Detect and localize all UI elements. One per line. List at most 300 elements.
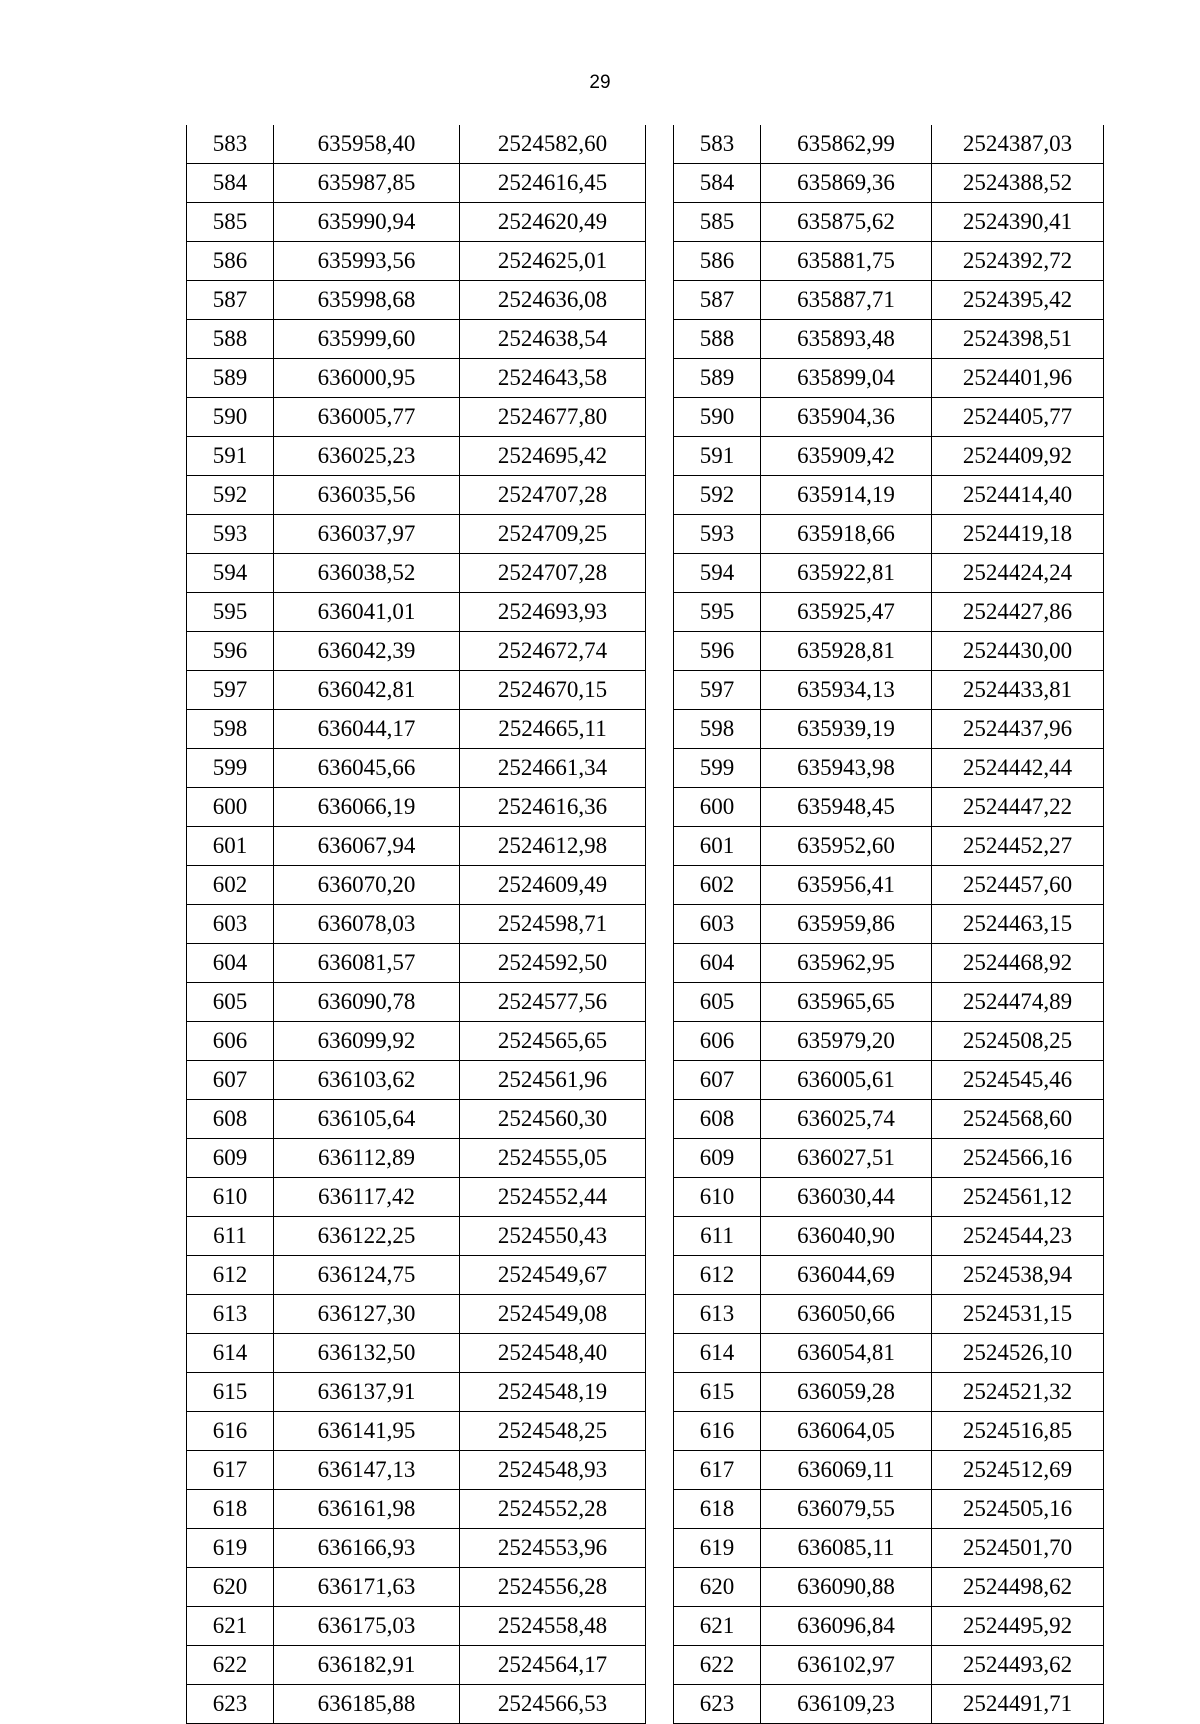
- x-coordinate-cell: 635999,60: [274, 320, 460, 359]
- table-row: [187, 1061, 646, 1100]
- point-number-cell: 587: [187, 281, 274, 320]
- y-coordinate-cell: 2524405,77: [932, 398, 1104, 437]
- y-coordinate-cell: 2524556,28: [460, 1568, 646, 1607]
- x-coordinate-cell: 636132,50: [274, 1334, 460, 1373]
- y-coordinate-cell: 2524447,22: [932, 788, 1104, 827]
- point-number-cell: 616: [187, 1412, 274, 1451]
- x-coordinate-cell: 636027,51: [761, 1139, 932, 1178]
- table-row: [187, 1646, 646, 1685]
- table-row: [674, 281, 1104, 320]
- x-coordinate-cell: 636124,75: [274, 1256, 460, 1295]
- point-number-cell: 598: [674, 710, 761, 749]
- x-coordinate-cell: 635962,95: [761, 944, 932, 983]
- table-row: [187, 788, 646, 827]
- y-coordinate-cell: 2524424,24: [932, 554, 1104, 593]
- y-coordinate-cell: 2524565,65: [460, 1022, 646, 1061]
- table-row: [674, 827, 1104, 866]
- table-row: [187, 1412, 646, 1451]
- point-number-cell: 619: [674, 1529, 761, 1568]
- x-coordinate-cell: 636141,95: [274, 1412, 460, 1451]
- x-coordinate-cell: 636005,77: [274, 398, 460, 437]
- point-number-cell: 601: [674, 827, 761, 866]
- y-coordinate-cell: 2524661,34: [460, 749, 646, 788]
- table-row: [674, 632, 1104, 671]
- table-row: [674, 242, 1104, 281]
- x-coordinate-cell: 636105,64: [274, 1100, 460, 1139]
- table-row: [187, 1256, 646, 1295]
- x-coordinate-cell: 635881,75: [761, 242, 932, 281]
- x-coordinate-cell: 636127,30: [274, 1295, 460, 1334]
- y-coordinate-cell: 2524558,48: [460, 1607, 646, 1646]
- point-number-cell: 602: [674, 866, 761, 905]
- table-row: [187, 1451, 646, 1490]
- y-coordinate-cell: 2524414,40: [932, 476, 1104, 515]
- y-coordinate-cell: 2524521,32: [932, 1373, 1104, 1412]
- table-row: [187, 320, 646, 359]
- table-row: [187, 242, 646, 281]
- point-number-cell: 621: [674, 1607, 761, 1646]
- y-coordinate-cell: 2524695,42: [460, 437, 646, 476]
- table-row: [674, 1451, 1104, 1490]
- y-coordinate-cell: 2524395,42: [932, 281, 1104, 320]
- table-row: [187, 710, 646, 749]
- point-number-cell: 607: [187, 1061, 274, 1100]
- point-number-cell: 599: [187, 749, 274, 788]
- point-number-cell: 610: [187, 1178, 274, 1217]
- y-coordinate-cell: 2524638,54: [460, 320, 646, 359]
- y-coordinate-cell: 2524505,16: [932, 1490, 1104, 1529]
- point-number-cell: 585: [674, 203, 761, 242]
- x-coordinate-cell: 636085,11: [761, 1529, 932, 1568]
- y-coordinate-cell: 2524566,53: [460, 1685, 646, 1724]
- x-coordinate-cell: 635918,66: [761, 515, 932, 554]
- y-coordinate-cell: 2524457,60: [932, 866, 1104, 905]
- y-coordinate-cell: 2524693,93: [460, 593, 646, 632]
- y-coordinate-cell: 2524707,28: [460, 554, 646, 593]
- table-row: [674, 1646, 1104, 1685]
- x-coordinate-cell: 635943,98: [761, 749, 932, 788]
- x-coordinate-cell: 635993,56: [274, 242, 460, 281]
- point-number-cell: 609: [674, 1139, 761, 1178]
- point-number-cell: 612: [187, 1256, 274, 1295]
- x-coordinate-cell: 636122,25: [274, 1217, 460, 1256]
- y-coordinate-cell: 2524463,15: [932, 905, 1104, 944]
- y-coordinate-cell: 2524561,12: [932, 1178, 1104, 1217]
- point-number-cell: 602: [187, 866, 274, 905]
- x-coordinate-cell: 635904,36: [761, 398, 932, 437]
- table-row: [674, 1685, 1104, 1724]
- y-coordinate-cell: 2524548,25: [460, 1412, 646, 1451]
- table-row: [674, 749, 1104, 788]
- table-row: [674, 1139, 1104, 1178]
- table-row: [674, 1100, 1104, 1139]
- point-number-cell: 599: [674, 749, 761, 788]
- point-number-cell: 618: [674, 1490, 761, 1529]
- table-row: [674, 1022, 1104, 1061]
- y-coordinate-cell: 2524636,08: [460, 281, 646, 320]
- y-coordinate-cell: 2524550,43: [460, 1217, 646, 1256]
- x-coordinate-cell: 635959,86: [761, 905, 932, 944]
- table-row: [187, 476, 646, 515]
- table-row: [674, 1334, 1104, 1373]
- x-coordinate-cell: 636025,74: [761, 1100, 932, 1139]
- table-row: [187, 1334, 646, 1373]
- point-number-cell: 594: [187, 554, 274, 593]
- table-row: [187, 1139, 646, 1178]
- x-coordinate-cell: 635958,40: [274, 125, 460, 164]
- table-row: [187, 866, 646, 905]
- x-coordinate-cell: 636050,66: [761, 1295, 932, 1334]
- y-coordinate-cell: 2524665,11: [460, 710, 646, 749]
- y-coordinate-cell: 2524582,60: [460, 125, 646, 164]
- point-number-cell: 603: [187, 905, 274, 944]
- table-row: [187, 203, 646, 242]
- y-coordinate-cell: 2524531,15: [932, 1295, 1104, 1334]
- y-coordinate-cell: 2524549,08: [460, 1295, 646, 1334]
- y-coordinate-cell: 2524612,98: [460, 827, 646, 866]
- table-row: [674, 905, 1104, 944]
- x-coordinate-cell: 636117,42: [274, 1178, 460, 1217]
- x-coordinate-cell: 636081,57: [274, 944, 460, 983]
- x-coordinate-cell: 636030,44: [761, 1178, 932, 1217]
- table-row: [674, 866, 1104, 905]
- point-number-cell: 609: [187, 1139, 274, 1178]
- table-row: [187, 554, 646, 593]
- x-coordinate-cell: 636102,97: [761, 1646, 932, 1685]
- table-row: [674, 1568, 1104, 1607]
- y-coordinate-cell: 2524419,18: [932, 515, 1104, 554]
- table-row: [187, 1217, 646, 1256]
- y-coordinate-cell: 2524390,41: [932, 203, 1104, 242]
- y-coordinate-cell: 2524643,58: [460, 359, 646, 398]
- y-coordinate-cell: 2524707,28: [460, 476, 646, 515]
- x-coordinate-cell: 635998,68: [274, 281, 460, 320]
- x-coordinate-cell: 636096,84: [761, 1607, 932, 1646]
- point-number-cell: 583: [187, 125, 274, 164]
- point-number-cell: 614: [187, 1334, 274, 1373]
- table-row: [187, 1373, 646, 1412]
- point-number-cell: 590: [187, 398, 274, 437]
- y-coordinate-cell: 2524544,23: [932, 1217, 1104, 1256]
- x-coordinate-cell: 635862,99: [761, 125, 932, 164]
- y-coordinate-cell: 2524592,50: [460, 944, 646, 983]
- point-number-cell: 600: [187, 788, 274, 827]
- table-row: [674, 1607, 1104, 1646]
- x-coordinate-cell: 636038,52: [274, 554, 460, 593]
- x-coordinate-cell: 636042,81: [274, 671, 460, 710]
- table-row: [674, 164, 1104, 203]
- x-coordinate-cell: 635965,65: [761, 983, 932, 1022]
- point-number-cell: 597: [187, 671, 274, 710]
- x-coordinate-cell: 636090,88: [761, 1568, 932, 1607]
- x-coordinate-cell: 636025,23: [274, 437, 460, 476]
- table-row: [674, 671, 1104, 710]
- point-number-cell: 589: [674, 359, 761, 398]
- point-number-cell: 583: [674, 125, 761, 164]
- table-row: [674, 1295, 1104, 1334]
- point-number-cell: 591: [674, 437, 761, 476]
- x-coordinate-cell: 636040,90: [761, 1217, 932, 1256]
- x-coordinate-cell: 636069,11: [761, 1451, 932, 1490]
- point-number-cell: 584: [674, 164, 761, 203]
- x-coordinate-cell: 636067,94: [274, 827, 460, 866]
- table-row: [187, 671, 646, 710]
- table-row: [674, 320, 1104, 359]
- x-coordinate-cell: 636182,91: [274, 1646, 460, 1685]
- point-number-cell: 608: [187, 1100, 274, 1139]
- y-coordinate-cell: 2524401,96: [932, 359, 1104, 398]
- point-number-cell: 594: [674, 554, 761, 593]
- point-number-cell: 597: [674, 671, 761, 710]
- point-number-cell: 592: [187, 476, 274, 515]
- y-coordinate-cell: 2524616,45: [460, 164, 646, 203]
- x-coordinate-cell: 636000,95: [274, 359, 460, 398]
- point-number-cell: 591: [187, 437, 274, 476]
- x-coordinate-cell: 635979,20: [761, 1022, 932, 1061]
- x-coordinate-cell: 635956,41: [761, 866, 932, 905]
- y-coordinate-cell: 2524552,44: [460, 1178, 646, 1217]
- point-number-cell: 593: [187, 515, 274, 554]
- x-coordinate-cell: 636041,01: [274, 593, 460, 632]
- table-row: [187, 632, 646, 671]
- y-coordinate-cell: 2524568,60: [932, 1100, 1104, 1139]
- table-row: [674, 554, 1104, 593]
- point-number-cell: 623: [187, 1685, 274, 1724]
- x-coordinate-cell: 636064,05: [761, 1412, 932, 1451]
- y-coordinate-cell: 2524516,85: [932, 1412, 1104, 1451]
- point-number-cell: 595: [187, 593, 274, 632]
- table-row: [187, 944, 646, 983]
- y-coordinate-cell: 2524620,49: [460, 203, 646, 242]
- table-row: [674, 710, 1104, 749]
- table-row: [674, 203, 1104, 242]
- table-row: [674, 515, 1104, 554]
- point-number-cell: 606: [674, 1022, 761, 1061]
- x-coordinate-cell: 635990,94: [274, 203, 460, 242]
- y-coordinate-cell: 2524566,16: [932, 1139, 1104, 1178]
- table-row: [187, 1529, 646, 1568]
- point-number-cell: 584: [187, 164, 274, 203]
- x-coordinate-cell: 636166,93: [274, 1529, 460, 1568]
- x-coordinate-cell: 636109,23: [761, 1685, 932, 1724]
- point-number-cell: 588: [674, 320, 761, 359]
- table-row: [187, 1568, 646, 1607]
- y-coordinate-cell: 2524553,96: [460, 1529, 646, 1568]
- y-coordinate-cell: 2524552,28: [460, 1490, 646, 1529]
- y-coordinate-cell: 2524561,96: [460, 1061, 646, 1100]
- point-number-cell: 620: [187, 1568, 274, 1607]
- table-row: [187, 827, 646, 866]
- point-number-cell: 587: [674, 281, 761, 320]
- point-number-cell: 622: [187, 1646, 274, 1685]
- y-coordinate-cell: 2524548,19: [460, 1373, 646, 1412]
- table-row: [674, 983, 1104, 1022]
- point-number-cell: 622: [674, 1646, 761, 1685]
- y-coordinate-cell: 2524672,74: [460, 632, 646, 671]
- table-row: [187, 1685, 646, 1724]
- point-number-cell: 618: [187, 1490, 274, 1529]
- x-coordinate-cell: 635939,19: [761, 710, 932, 749]
- y-coordinate-cell: 2524616,36: [460, 788, 646, 827]
- point-number-cell: 586: [674, 242, 761, 281]
- coordinates-table-right: [673, 125, 1104, 1724]
- y-coordinate-cell: 2524501,70: [932, 1529, 1104, 1568]
- y-coordinate-cell: 2524549,67: [460, 1256, 646, 1295]
- table-row: [674, 437, 1104, 476]
- point-number-cell: 610: [674, 1178, 761, 1217]
- table-row: [674, 1412, 1104, 1451]
- table-row: [187, 1490, 646, 1529]
- y-coordinate-cell: 2524433,81: [932, 671, 1104, 710]
- table-row: [187, 515, 646, 554]
- table-row: [187, 983, 646, 1022]
- point-number-cell: 619: [187, 1529, 274, 1568]
- page-number: 29: [589, 72, 611, 93]
- x-coordinate-cell: 636070,20: [274, 866, 460, 905]
- table-row: [187, 905, 646, 944]
- y-coordinate-cell: 2524548,93: [460, 1451, 646, 1490]
- point-number-cell: 589: [187, 359, 274, 398]
- x-coordinate-cell: 635899,04: [761, 359, 932, 398]
- table-row: [674, 1178, 1104, 1217]
- coordinates-table-left: [186, 125, 646, 1724]
- point-number-cell: 596: [187, 632, 274, 671]
- x-coordinate-cell: 635948,45: [761, 788, 932, 827]
- y-coordinate-cell: 2524609,49: [460, 866, 646, 905]
- point-number-cell: 623: [674, 1685, 761, 1724]
- point-number-cell: 593: [674, 515, 761, 554]
- table-row: [187, 359, 646, 398]
- x-coordinate-cell: 636175,03: [274, 1607, 460, 1646]
- point-number-cell: 608: [674, 1100, 761, 1139]
- y-coordinate-cell: 2524387,03: [932, 125, 1104, 164]
- x-coordinate-cell: 635869,36: [761, 164, 932, 203]
- x-coordinate-cell: 636171,63: [274, 1568, 460, 1607]
- y-coordinate-cell: 2524560,30: [460, 1100, 646, 1139]
- point-number-cell: 614: [674, 1334, 761, 1373]
- y-coordinate-cell: 2524468,92: [932, 944, 1104, 983]
- x-coordinate-cell: 636185,88: [274, 1685, 460, 1724]
- point-number-cell: 605: [187, 983, 274, 1022]
- y-coordinate-cell: 2524474,89: [932, 983, 1104, 1022]
- point-number-cell: 606: [187, 1022, 274, 1061]
- y-coordinate-cell: 2524555,05: [460, 1139, 646, 1178]
- table-row: [674, 125, 1104, 164]
- y-coordinate-cell: 2524493,62: [932, 1646, 1104, 1685]
- point-number-cell: 616: [674, 1412, 761, 1451]
- table-row: [674, 1373, 1104, 1412]
- x-coordinate-cell: 635928,81: [761, 632, 932, 671]
- y-coordinate-cell: 2524498,62: [932, 1568, 1104, 1607]
- x-coordinate-cell: 636161,98: [274, 1490, 460, 1529]
- x-coordinate-cell: 635922,81: [761, 554, 932, 593]
- point-number-cell: 592: [674, 476, 761, 515]
- y-coordinate-cell: 2524598,71: [460, 905, 646, 944]
- y-coordinate-cell: 2524625,01: [460, 242, 646, 281]
- x-coordinate-cell: 636078,03: [274, 905, 460, 944]
- table-row: [187, 1607, 646, 1646]
- x-coordinate-cell: 635952,60: [761, 827, 932, 866]
- x-coordinate-cell: 636079,55: [761, 1490, 932, 1529]
- y-coordinate-cell: 2524437,96: [932, 710, 1104, 749]
- y-coordinate-cell: 2524491,71: [932, 1685, 1104, 1724]
- y-coordinate-cell: 2524545,46: [932, 1061, 1104, 1100]
- x-coordinate-cell: 636066,19: [274, 788, 460, 827]
- table-row: [674, 1490, 1104, 1529]
- table-row: [187, 437, 646, 476]
- table-row: [187, 593, 646, 632]
- y-coordinate-cell: 2524670,15: [460, 671, 646, 710]
- x-coordinate-cell: 636035,56: [274, 476, 460, 515]
- x-coordinate-cell: 636045,66: [274, 749, 460, 788]
- point-number-cell: 598: [187, 710, 274, 749]
- table-row: [187, 1022, 646, 1061]
- point-number-cell: 611: [187, 1217, 274, 1256]
- point-number-cell: 613: [674, 1295, 761, 1334]
- point-number-cell: 604: [674, 944, 761, 983]
- x-coordinate-cell: 635875,62: [761, 203, 932, 242]
- table-row: [187, 749, 646, 788]
- point-number-cell: 603: [674, 905, 761, 944]
- table-row: [674, 476, 1104, 515]
- y-coordinate-cell: 2524388,52: [932, 164, 1104, 203]
- point-number-cell: 605: [674, 983, 761, 1022]
- y-coordinate-cell: 2524392,72: [932, 242, 1104, 281]
- x-coordinate-cell: 635987,85: [274, 164, 460, 203]
- x-coordinate-cell: 636054,81: [761, 1334, 932, 1373]
- table-row: [187, 398, 646, 437]
- x-coordinate-cell: 636112,89: [274, 1139, 460, 1178]
- x-coordinate-cell: 636044,69: [761, 1256, 932, 1295]
- point-number-cell: 601: [187, 827, 274, 866]
- x-coordinate-cell: 635914,19: [761, 476, 932, 515]
- x-coordinate-cell: 635925,47: [761, 593, 932, 632]
- point-number-cell: 596: [674, 632, 761, 671]
- point-number-cell: 617: [674, 1451, 761, 1490]
- x-coordinate-cell: 636103,62: [274, 1061, 460, 1100]
- y-coordinate-cell: 2524512,69: [932, 1451, 1104, 1490]
- y-coordinate-cell: 2524709,25: [460, 515, 646, 554]
- point-number-cell: 612: [674, 1256, 761, 1295]
- point-number-cell: 617: [187, 1451, 274, 1490]
- table-row: [187, 125, 646, 164]
- x-coordinate-cell: 636090,78: [274, 983, 460, 1022]
- table-row: [187, 1100, 646, 1139]
- table-row: [674, 1529, 1104, 1568]
- x-coordinate-cell: 635893,48: [761, 320, 932, 359]
- table-row: [187, 281, 646, 320]
- point-number-cell: 615: [674, 1373, 761, 1412]
- y-coordinate-cell: 2524430,00: [932, 632, 1104, 671]
- y-coordinate-cell: 2524577,56: [460, 983, 646, 1022]
- y-coordinate-cell: 2524452,27: [932, 827, 1104, 866]
- y-coordinate-cell: 2524548,40: [460, 1334, 646, 1373]
- x-coordinate-cell: 636042,39: [274, 632, 460, 671]
- table-row: [674, 1061, 1104, 1100]
- y-coordinate-cell: 2524508,25: [932, 1022, 1104, 1061]
- x-coordinate-cell: 635909,42: [761, 437, 932, 476]
- table-row: [187, 164, 646, 203]
- point-number-cell: 586: [187, 242, 274, 281]
- y-coordinate-cell: 2524677,80: [460, 398, 646, 437]
- point-number-cell: 595: [674, 593, 761, 632]
- y-coordinate-cell: 2524409,92: [932, 437, 1104, 476]
- y-coordinate-cell: 2524495,92: [932, 1607, 1104, 1646]
- point-number-cell: 611: [674, 1217, 761, 1256]
- table-row: [674, 1217, 1104, 1256]
- table-row: [187, 1178, 646, 1217]
- x-coordinate-cell: 635934,13: [761, 671, 932, 710]
